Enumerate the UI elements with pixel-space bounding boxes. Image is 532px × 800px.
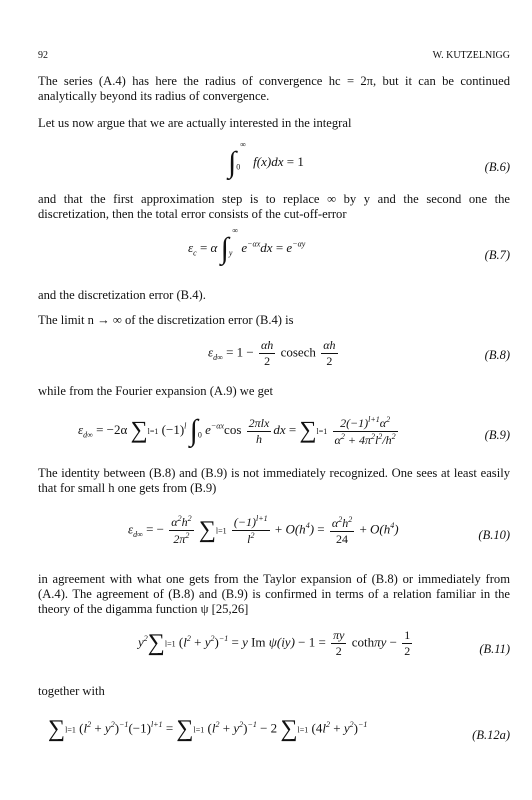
equation-b8-number: (B.8) <box>484 348 510 362</box>
equation-b9-body: $\varepsilon_{d\infty} = -2\alpha$ ∑l=1 $(-1)^l$ $\int_0$ $e^{-\alpha x}\cos$ $\frac{\text{2πlx}}{h}$ dx = ∑l=1 $\frac{2(-1)^{l+1}\alpha^2}{\alpha^2 + 4\pi^2l^2/h^2}$ <box>78 414 396 447</box>
equation-b10-number: (B.10) <box>478 528 510 542</box>
paragraph-7: The identity between (B.8) and (B.9) is not immediately recognized. One sees at least easily that for small h one gets from (B.9) <box>38 466 510 495</box>
equation-b7-body: $\varepsilon_c = \alpha$ $\int_y^\infty$ $e^{-\alpha x}dx = e^{-\alpha y}$ <box>188 225 306 265</box>
equation-b6 <box>38 140 510 190</box>
equation-b9 <box>38 408 510 458</box>
paragraph-6: while from the Fourier expansion (A.9) we get <box>38 384 274 398</box>
paragraph-8: in agreement with what one gets from the Taylor expansion of (B.8) or immediately from (A.4). The agreement of (B.8) and (B.9) is confirmed in terms of a relation familiar in the theory of the digamma function ψ [25,26] <box>38 572 510 616</box>
equation-b12a-number: (B.12a) <box>472 728 510 742</box>
paragraph-9: together with <box>38 684 105 698</box>
paragraph-4: and the discretization error (B.4). <box>38 288 206 302</box>
equation-b10-body: $\varepsilon_{d\infty}$ = − $\frac{\alpha^2h^2}{2\pi^2}$ ∑l=1 $\frac{(-1)^{l+1}}{l^2}$ + $O(h^4)$ = $\frac{\alpha^2h^2}{24}$ + $O(h^4)$ <box>128 514 399 546</box>
paragraph-1: The series (A.4) has here the radius of convergence hc = 2π, but it can be continued analytically beyond its radius of convergence. <box>38 74 510 103</box>
paragraph-3: and that the first approximation step is to replace ∞ by y and the second one the discretization, then the total error consists of the cut-off-error <box>38 192 510 221</box>
equation-b6-body: $\int_0^\infty$ f(x)dx = 1 <box>228 139 304 179</box>
paragraph-2: Let us now argue that we are actually interested in the integral <box>38 116 352 130</box>
equation-b12a <box>38 708 510 762</box>
equation-b11-body: $y^2\sum l=1$ $(l^2 + y^2)^{-1} = y$ Im ψ(iy) − 1 = $\frac{\pi y}{2}$ cothπy − $\frac{1}{2}$ <box>138 628 411 658</box>
equation-b8 <box>38 332 510 378</box>
running-author: W. KUTZELNIGG <box>432 50 510 61</box>
equation-b7-number: (B.7) <box>484 248 510 262</box>
paragraph-5: The limit n → ∞ of the discretization error (B.4) is <box>38 313 294 327</box>
page-number: 92 <box>38 50 48 61</box>
equation-b11 <box>38 620 510 674</box>
equation-b8-body: $\varepsilon_{d\infty} = 1$ − $\frac{\alpha h}{2}$ cosech $\frac{\alpha h}{2}$ <box>208 338 336 368</box>
equation-b10 <box>38 506 510 562</box>
equation-b11-number: (B.11) <box>479 642 510 656</box>
equation-b9-number: (B.9) <box>484 428 510 442</box>
equation-b6-number: (B.6) <box>484 160 510 174</box>
equation-b7 <box>38 226 510 276</box>
equation-b12a-body: ∑l=1 $(l^2 + y^2)^{-1}(-1)^{l+1} = \sum l=1$ $(l^2 + y^2)^{-1} - 2$ ∑l=1 $(4l^2 + y^2)^{-1}$ <box>48 716 368 742</box>
